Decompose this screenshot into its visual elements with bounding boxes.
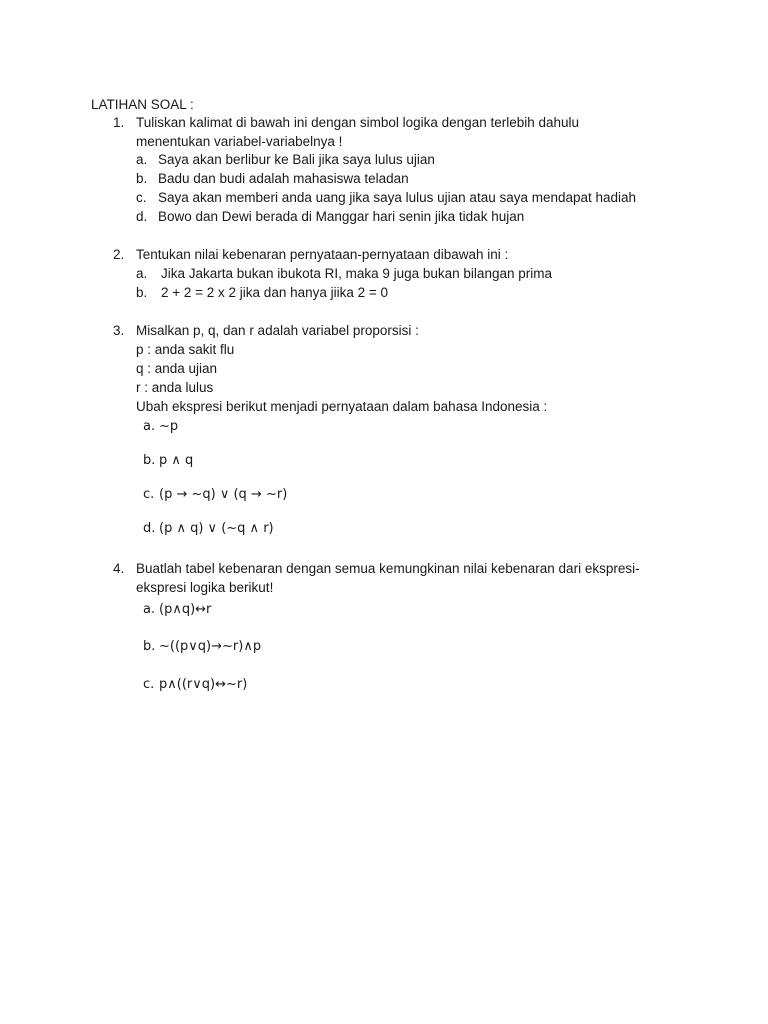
q3-instruction: Ubah ekspresi berikut menjadi pernyataan dalam bahasa Indonesia : — [136, 399, 548, 414]
q3-var-r: r : anda lulus — [136, 380, 214, 395]
q3-item-d-label: d. — [143, 521, 156, 536]
q1-item-c-label: c. — [136, 190, 147, 205]
q4-item-b-expr: ~((p∨q)→~r)∧p — [159, 639, 262, 654]
q3-text: Misalkan p, q, dan r adalah variabel proporsisi : — [136, 323, 419, 338]
q4-text-line2: ekspresi logika berikut! — [136, 580, 274, 595]
q4-item-a-label: a. — [143, 602, 156, 617]
q1-item-b-text: Badu dan budi adalah mahasiswa teladan — [158, 171, 409, 186]
q2-item-a-text: Jika Jakarta bukan ibukota RI, maka 9 juga bukan bilangan prima — [161, 266, 552, 281]
q3-item-c-expr: (p → ~q) ∨ (q → ~r) — [159, 487, 288, 502]
q3-item-c-label: c. — [143, 487, 155, 502]
heading: LATIHAN SOAL : — [91, 97, 194, 112]
q3-item-d-expr: (p ∧ q) ∨ (~q ∧ r) — [159, 521, 274, 536]
q2-text: Tentukan nilai kebenaran pernyataan-pernyataan dibawah ini : — [136, 247, 509, 262]
q1-item-a-text: Saya akan berlibur ke Bali jika saya lulus ujian — [158, 152, 435, 167]
q4-text-line1: Buatlah tabel kebenaran dengan semua kemungkinan nilai kebenaran dari ekspresi- — [136, 561, 640, 576]
q3-var-q: q : anda ujian — [136, 361, 218, 376]
q2-item-a-label: a. — [136, 266, 148, 281]
q3-item-a-label: a. — [143, 419, 156, 434]
q1-item-d-text: Bowo dan Dewi berada di Manggar hari senin jika tidak hujan — [158, 209, 525, 224]
q1-item-b-label: b. — [136, 171, 148, 186]
q4-number: 4. — [113, 561, 125, 576]
q1-number: 1. — [113, 115, 125, 130]
q3-number: 3. — [113, 323, 125, 338]
q1-text-line1: Tuliskan kalimat di bawah ini dengan simbol logika dengan terlebih dahulu — [136, 115, 580, 130]
q2-item-b-text: 2 + 2 = 2 x 2 jika dan hanya jiika 2 = 0 — [161, 285, 389, 300]
q1-text-line2: menentukan variabel-variabelnya ! — [136, 134, 343, 149]
q1-item-a-label: a. — [136, 152, 148, 167]
q3-var-p: p : anda sakit flu — [136, 342, 235, 357]
q1-item-c-text: Saya akan memberi anda uang jika saya lulus ujian atau saya mendapat hadiah — [158, 190, 637, 205]
q3-item-b-expr: p ∧ q — [159, 453, 194, 468]
q3-item-b-label: b. — [143, 453, 156, 468]
q4-item-b-label: b. — [143, 639, 156, 654]
q4-item-c-label: c. — [143, 677, 155, 692]
q4-item-c-expr: p∧((r∨q)↔~r) — [159, 677, 248, 692]
q3-item-a-expr: ~p — [159, 419, 179, 434]
q4-item-a-expr: (p∧q)↔r — [159, 602, 212, 617]
q2-number: 2. — [113, 247, 125, 262]
q2-item-b-label: b. — [136, 285, 148, 300]
q1-item-d-label: d. — [136, 209, 148, 224]
